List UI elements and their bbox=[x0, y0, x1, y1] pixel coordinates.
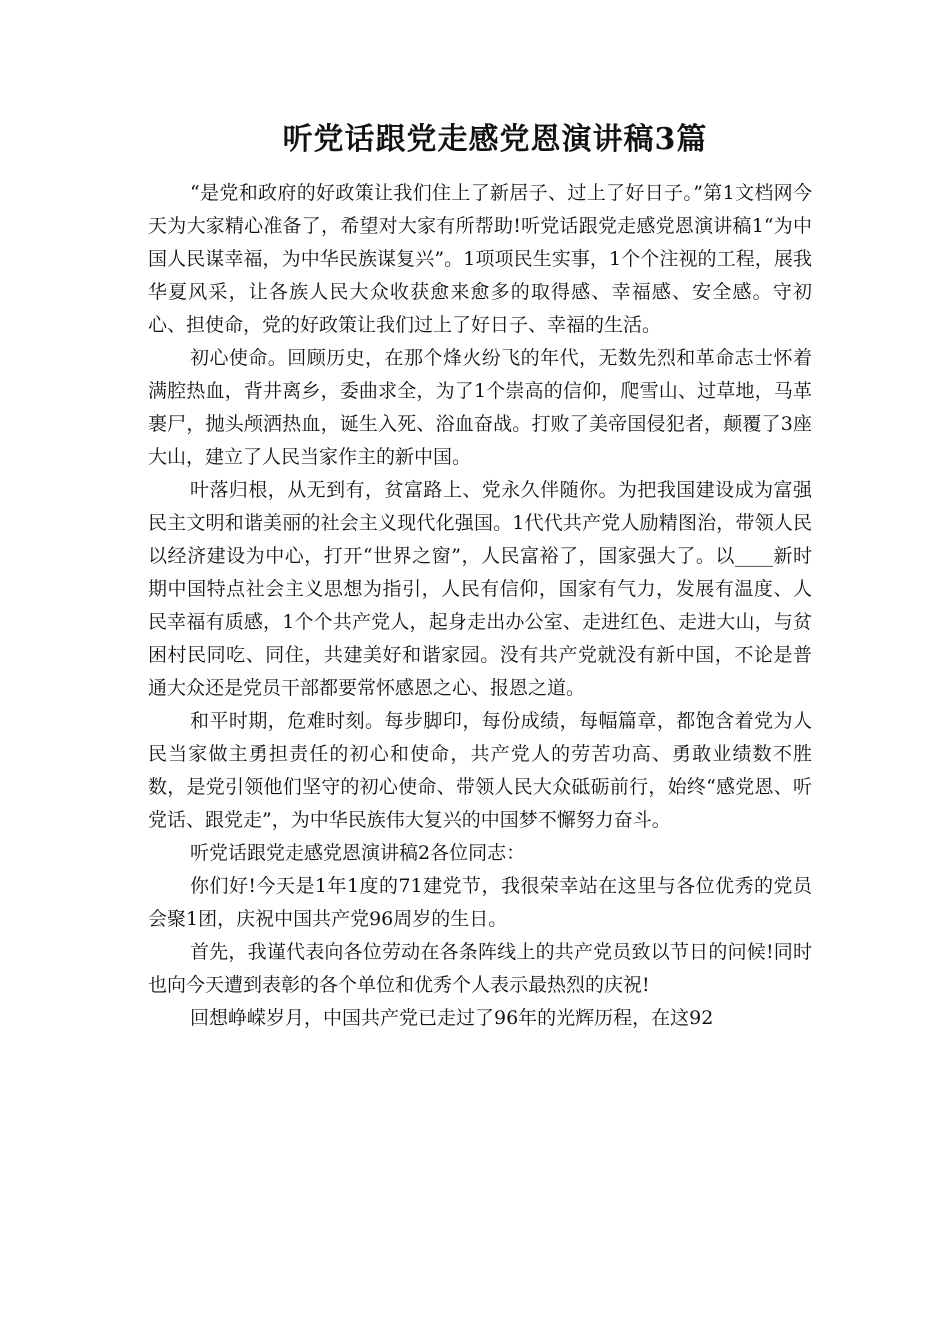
paragraph-intro: “是党和政府的好政策让我们住上了新居子、过上了好日子。”第1文档网今天为大家精心准备了，希望对大家有所帮助!听党话跟党走感党恩演讲稿1“为中国人民谋幸福，为中华民族谋复兴”。1项项民生实事，1个个注视的工程，展我华夏风采，让各族人民大众收获愈来愈多的取得感、幸福感、安全感。守初心、担使命，党的好政策让我们过上了好日子、幸福的生活。 bbox=[148, 182, 812, 336]
paragraph-history: 回想峥嵘岁月，中国共产党已走过了96年的光辉历程，在这92 bbox=[190, 1007, 714, 1029]
document-title: 听党话跟党走感党恩演讲稿3篇 bbox=[282, 122, 708, 157]
paragraph-initial-mission: 初心使命。回顾历史，在那个烽火纷飞的年代，无数先烈和革命志士怀着满腔热血，背井离乡，委曲求全，为了1个崇高的信仰，爬雪山、过草地，马革裹尸，抛头颅洒热血，诞生入死、浴血奋战。打败了美帝国侵犯者，颠覆了3座大山，建立了人民当家作主的新中国。 bbox=[148, 347, 812, 468]
paragraph-greeting: 你们好!今天是1年1度的71建党节，我很荣幸站在这里与各位优秀的党员会聚1团，庆祝中国共产党96周岁的生日。 bbox=[148, 875, 812, 930]
paragraph-speech-2-heading: 听党话跟党走感党恩演讲稿2各位同志： bbox=[190, 842, 526, 864]
document-body bbox=[148, 177, 812, 1035]
paragraph-peace-time: 和平时期，危难时刻。每步脚印，每份成绩，每幅篇章，都饱含着党为人民当家做主勇担责任的初心和使命，共产党人的劳苦功高、勇敢业绩数不胜数，是党引领他们坚守的初心使命、带领人民大众砥砺前行，始终“感党恩、听党话、跟党走”，为中华民族伟大复兴的中国梦不懈努力奋斗。 bbox=[148, 710, 812, 831]
paragraph-roots: 叶落归根，从无到有，贫富路上、党永久伴随你。为把我国建设成为富强民主文明和谐美丽的社会主义现代化强国。1代代共产党人励精图治，带领人民以经济建设为中心，打开“世界之窗”，人民富裕了，国家强大了。以____新时期中国特点社会主义思想为指引，人民有信仰，国家有气力，发展有温度、人民幸福有质感，1个个共产党人，起身走出办公室、走进红色、走进大山，与贫困村民同吃、同住，共建美好和谐家园。没有共产党就没有新中国，不论是普通大众还是党员干部都要常怀感恩之心、报恩之道。 bbox=[148, 479, 812, 699]
paragraph-regards: 首先，我谨代表向各位劳动在各条阵线上的共产党员致以节日的问候!同时也向今天遭到表彰的各个单位和优秀个人表示最热烈的庆祝! bbox=[148, 941, 812, 996]
